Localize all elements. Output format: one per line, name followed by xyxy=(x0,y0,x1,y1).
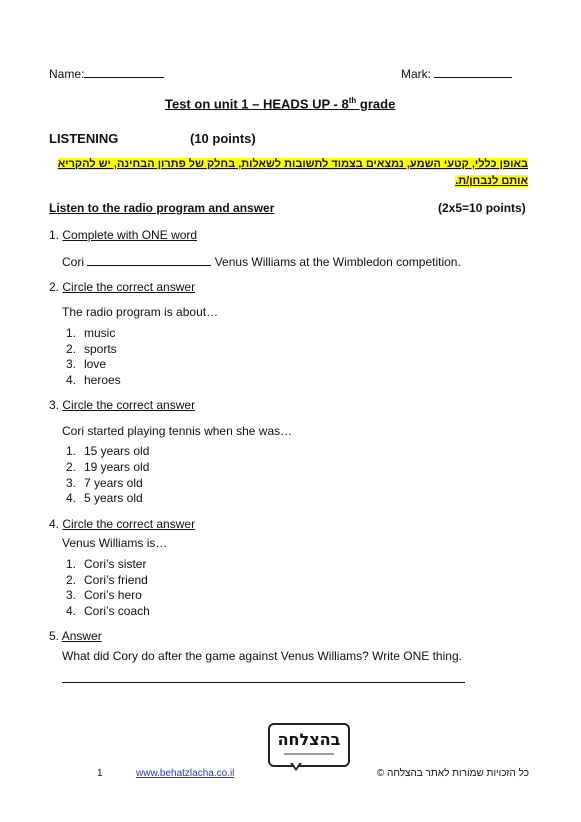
title-sup: th xyxy=(348,96,357,105)
option-number: 1. xyxy=(66,444,77,458)
logo-speech-tail-inner xyxy=(292,762,300,768)
q1-header xyxy=(49,228,197,242)
q4-option[interactable] xyxy=(66,604,150,618)
q3-option[interactable] xyxy=(66,444,149,458)
instructions-points: (2x5=10 points) xyxy=(438,201,526,215)
logo-underline xyxy=(284,753,334,755)
q3-option[interactable] xyxy=(66,476,143,490)
option-number: 2. xyxy=(66,342,77,356)
q1-after-blank: Venus Williams at the Wimbledon competition. xyxy=(214,255,461,269)
option-text: heroes xyxy=(84,373,121,387)
q2-option[interactable] xyxy=(66,373,121,387)
page-number: 1 xyxy=(97,768,103,779)
q4-stem: Venus Williams is… xyxy=(62,536,168,550)
section-title: LISTENING xyxy=(49,131,119,146)
q1-before-blank: Cori xyxy=(62,255,85,269)
q4-option[interactable] xyxy=(66,557,146,571)
section-points: (10 points) xyxy=(190,131,256,146)
option-number: 4. xyxy=(66,604,77,618)
hebrew-note-line1 xyxy=(58,158,528,170)
option-number: 1. xyxy=(66,326,77,340)
mark-label: Mark: xyxy=(401,67,431,81)
q5-answer-line[interactable] xyxy=(62,682,465,683)
option-text: Cori’s friend xyxy=(84,573,148,587)
q2-option[interactable] xyxy=(66,357,106,371)
option-text: 19 years old xyxy=(84,460,150,474)
option-text: Cori’s hero xyxy=(84,588,142,602)
name-field[interactable] xyxy=(49,66,164,81)
option-text: Cori’s sister xyxy=(84,557,147,571)
q1-instruction: Complete with ONE word xyxy=(62,228,198,242)
q3-header xyxy=(49,398,195,412)
option-text: 15 years old xyxy=(84,444,150,458)
q3-option[interactable] xyxy=(66,460,149,474)
q1-answer-blank[interactable] xyxy=(87,254,211,266)
q4-number: 4. xyxy=(49,517,60,531)
test-title xyxy=(165,96,395,111)
option-text: sports xyxy=(84,342,117,356)
option-text: music xyxy=(84,326,116,340)
q5-stem: What did Cory do after the game against Venus Williams? Write ONE thing. xyxy=(62,649,462,663)
q3-number: 3. xyxy=(49,398,60,412)
q5-header xyxy=(49,629,102,643)
option-number: 2. xyxy=(66,460,77,474)
option-number: 3. xyxy=(66,588,77,602)
q2-option[interactable] xyxy=(66,326,115,340)
q3-instruction: Circle the correct answer xyxy=(62,398,196,412)
option-number: 3. xyxy=(66,357,77,371)
q2-option[interactable] xyxy=(66,342,117,356)
website-link-wrap[interactable] xyxy=(136,768,234,779)
option-text: love xyxy=(84,357,107,371)
behatzlacha-logo xyxy=(268,723,350,767)
instructions-text: Listen to the radio program and answer xyxy=(49,201,275,215)
option-number: 2. xyxy=(66,573,77,587)
logo-text: בהצלחה xyxy=(277,730,341,749)
q2-header xyxy=(49,280,195,294)
q3-option[interactable] xyxy=(66,491,143,505)
q2-instruction: Circle the correct answer xyxy=(62,280,196,294)
q5-number: 5. xyxy=(49,629,60,643)
q2-stem: The radio program is about… xyxy=(62,305,219,319)
q4-option[interactable] xyxy=(66,588,142,602)
title-main: Test on unit 1 – HEADS UP - 8 xyxy=(165,96,349,112)
hebrew-note-text1: באופן כללי, קטעי השמע, נמצאים בצמוד לתשובות לשאלות, בחלק של פתרון הבחינה, יש להקריא xyxy=(57,158,528,170)
option-number: 4. xyxy=(66,491,77,505)
q4-header xyxy=(49,517,195,531)
option-number: 4. xyxy=(66,373,77,387)
mark-field[interactable] xyxy=(401,66,512,81)
hebrew-note-line2 xyxy=(455,175,528,187)
copyright-text: כל הזכויות שמורות לאתר בהצלחה © xyxy=(376,768,529,779)
website-link[interactable]: www.behatzlacha.co.il xyxy=(136,768,235,779)
q3-stem: Cori started playing tennis when she was… xyxy=(62,424,293,438)
q4-option[interactable] xyxy=(66,573,148,587)
q1-sentence xyxy=(62,254,461,269)
option-number: 3. xyxy=(66,476,77,490)
q4-instruction: Circle the correct answer xyxy=(62,517,196,531)
q2-number: 2. xyxy=(49,280,60,294)
option-text: Cori’s coach xyxy=(84,604,150,618)
q5-instruction: Answer xyxy=(61,629,102,643)
option-text: 5 years old xyxy=(84,491,143,505)
option-text: 7 years old xyxy=(84,476,143,490)
title-end: grade xyxy=(356,96,396,112)
name-label: Name: xyxy=(49,67,85,81)
q1-number: 1. xyxy=(49,228,60,242)
option-number: 1. xyxy=(66,557,77,571)
hebrew-note-text2: אותם לנבחן/ת. xyxy=(455,175,528,187)
name-blank[interactable] xyxy=(84,66,164,78)
mark-blank[interactable] xyxy=(434,66,512,78)
